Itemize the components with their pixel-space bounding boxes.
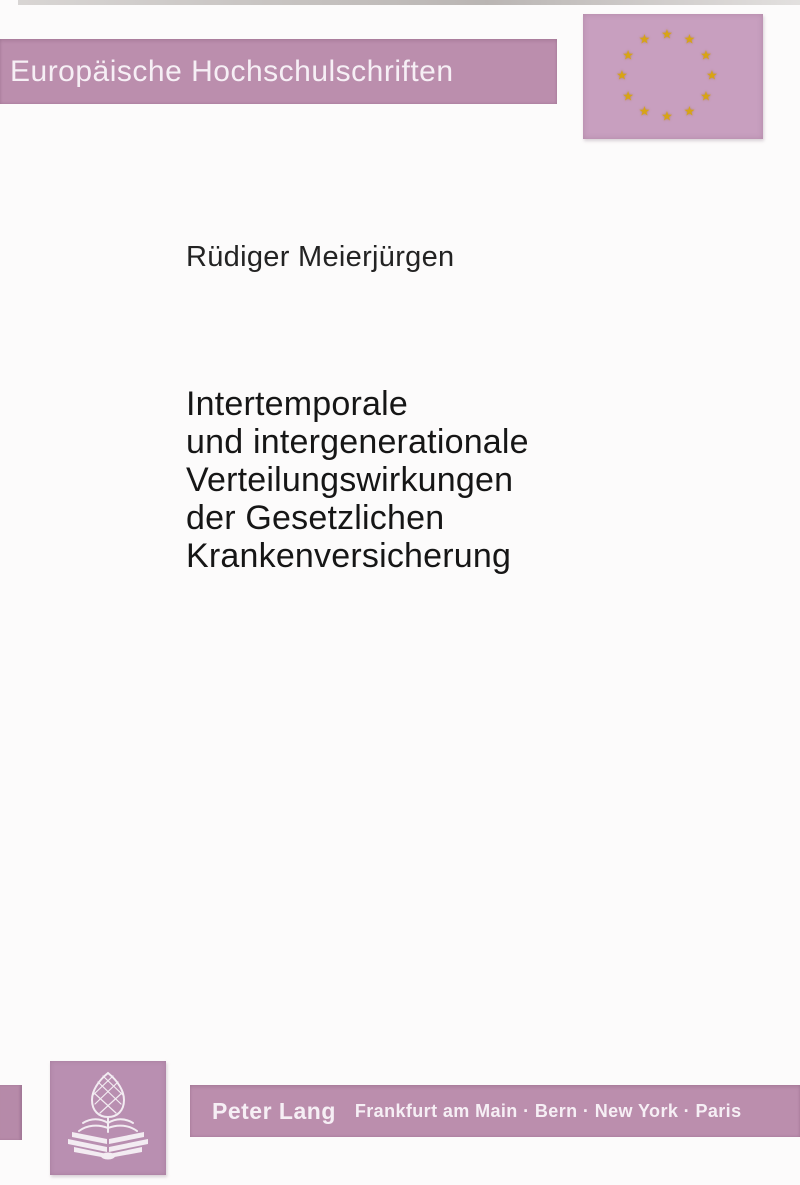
star-icon: ★	[683, 104, 696, 119]
star-icon: ★	[683, 32, 696, 48]
publisher-logo	[50, 1061, 166, 1175]
star-icon: ★	[661, 109, 673, 125]
title-line: Verteilungswirkungen	[186, 461, 514, 499]
star-icon: ★	[622, 89, 634, 104]
publisher-name: Peter Lang	[212, 1097, 336, 1124]
star-icon: ★	[700, 89, 712, 104]
star-icon: ★	[700, 48, 712, 63]
left-edge-strip	[0, 1085, 22, 1140]
title-line: der Gesetzlichen	[186, 499, 445, 537]
star-icon: ★	[706, 68, 718, 84]
publisher-cities: Frankfurt am Main · Bern · New York · Paris	[354, 1100, 742, 1121]
star-icon: ★	[638, 104, 651, 119]
star-icon: ★	[638, 32, 651, 48]
author-name: Rüdiger Meierjürgen	[186, 241, 455, 273]
open-book-tree-icon	[58, 1067, 158, 1169]
book-title	[186, 385, 529, 575]
series-banner	[0, 39, 557, 104]
title-line: Krankenversicherung	[186, 537, 512, 575]
title-line: Intertemporale	[186, 385, 409, 423]
star-icon: ★	[616, 68, 628, 84]
circle-of-stars-emblem	[583, 14, 763, 139]
scan-artifact-line	[18, 0, 800, 5]
star-icon: ★	[622, 48, 634, 63]
star-icon: ★	[661, 27, 673, 43]
series-banner-label: Europäische Hochschulschriften	[10, 54, 454, 88]
publisher-banner	[190, 1085, 800, 1137]
title-line: und intergenerationale	[186, 423, 529, 461]
